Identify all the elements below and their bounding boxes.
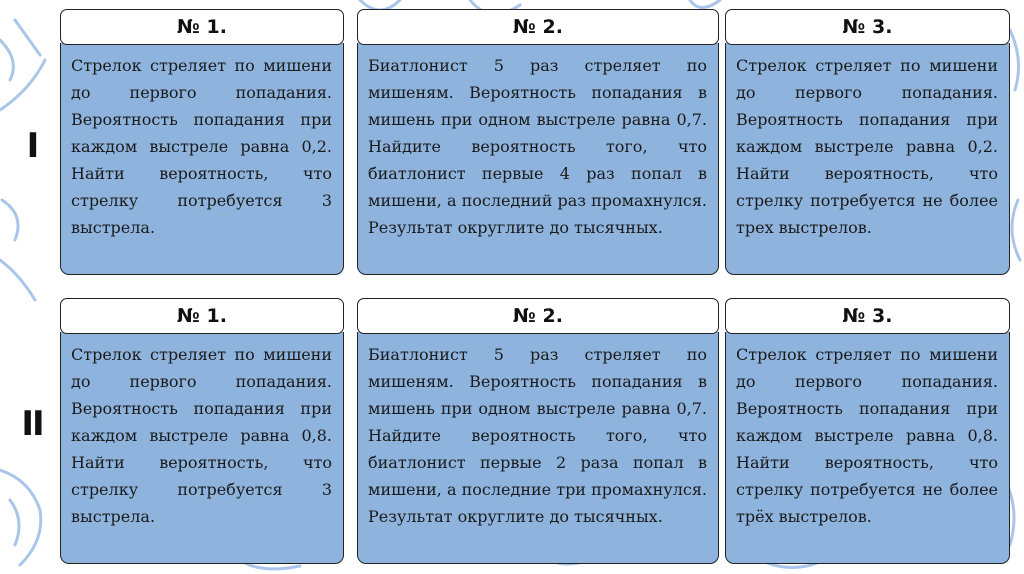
task-number: № 3. xyxy=(725,9,1010,45)
task-text: Стрелок стреляет по мишени до первого попадания. Вероятность попадания при каждом выстреле равна 0,8. Найти вероятность, что стрелку потребуется не более трёх выстрелов. xyxy=(736,345,998,526)
task-card-row2-2 xyxy=(357,298,719,564)
task-text-box xyxy=(725,332,1010,564)
task-text-box xyxy=(60,332,344,564)
row-label-II: II xyxy=(21,404,43,444)
task-card-row1-3 xyxy=(725,9,1010,275)
task-number: № 2. xyxy=(357,298,719,334)
task-number: № 2. xyxy=(357,9,719,45)
task-number: № 1. xyxy=(60,298,344,334)
task-text-box xyxy=(357,332,719,564)
task-text: Стрелок стреляет по мишени до первого попадания. Вероятность попадания при каждом выстреле равна 0,8. Найти вероятность, что стрелку потребуется 3 выстрела. xyxy=(71,345,332,526)
task-text-box xyxy=(725,43,1010,275)
task-text-box xyxy=(357,43,719,275)
task-card-row1-2 xyxy=(357,9,719,275)
task-text-box xyxy=(60,43,344,275)
task-card-row2-3 xyxy=(725,298,1010,564)
task-card-row2-1 xyxy=(60,298,344,564)
task-text: Стрелок стреляет по мишени до первого попадания. Вероятность попадания при каждом выстреле равна 0,2. Найти вероятность, что стрелку потребуется 3 выстрела. xyxy=(71,56,332,237)
task-number: № 3. xyxy=(725,298,1010,334)
task-number: № 1. xyxy=(60,9,344,45)
task-text: Биатлонист 5 раз стреляет по мишеням. Вероятность попадания в мишень при одном выстреле равна 0,7. Найдите вероятность того, что биатлонист первые 2 раза попал в мишени, а последние три промахнулся. Результат округлите до тысячных. xyxy=(368,345,707,526)
task-text: Стрелок стреляет по мишени до первого попадания. Вероятность попадания при каждом выстреле равна 0,2. Найти вероятность, что стрелку потребуется не более трех выстрелов. xyxy=(736,56,998,237)
task-text: Биатлонист 5 раз стреляет по мишеням. Вероятность попадания в мишень при одном выстреле равна 0,7. Найдите вероятность того, что биатлонист первые 4 раз попал в мишени, а последний раз промахнулся. Результат округлите до тысячных. xyxy=(368,56,707,237)
row-label-I: I xyxy=(26,126,38,166)
task-card-row1-1 xyxy=(60,9,344,275)
